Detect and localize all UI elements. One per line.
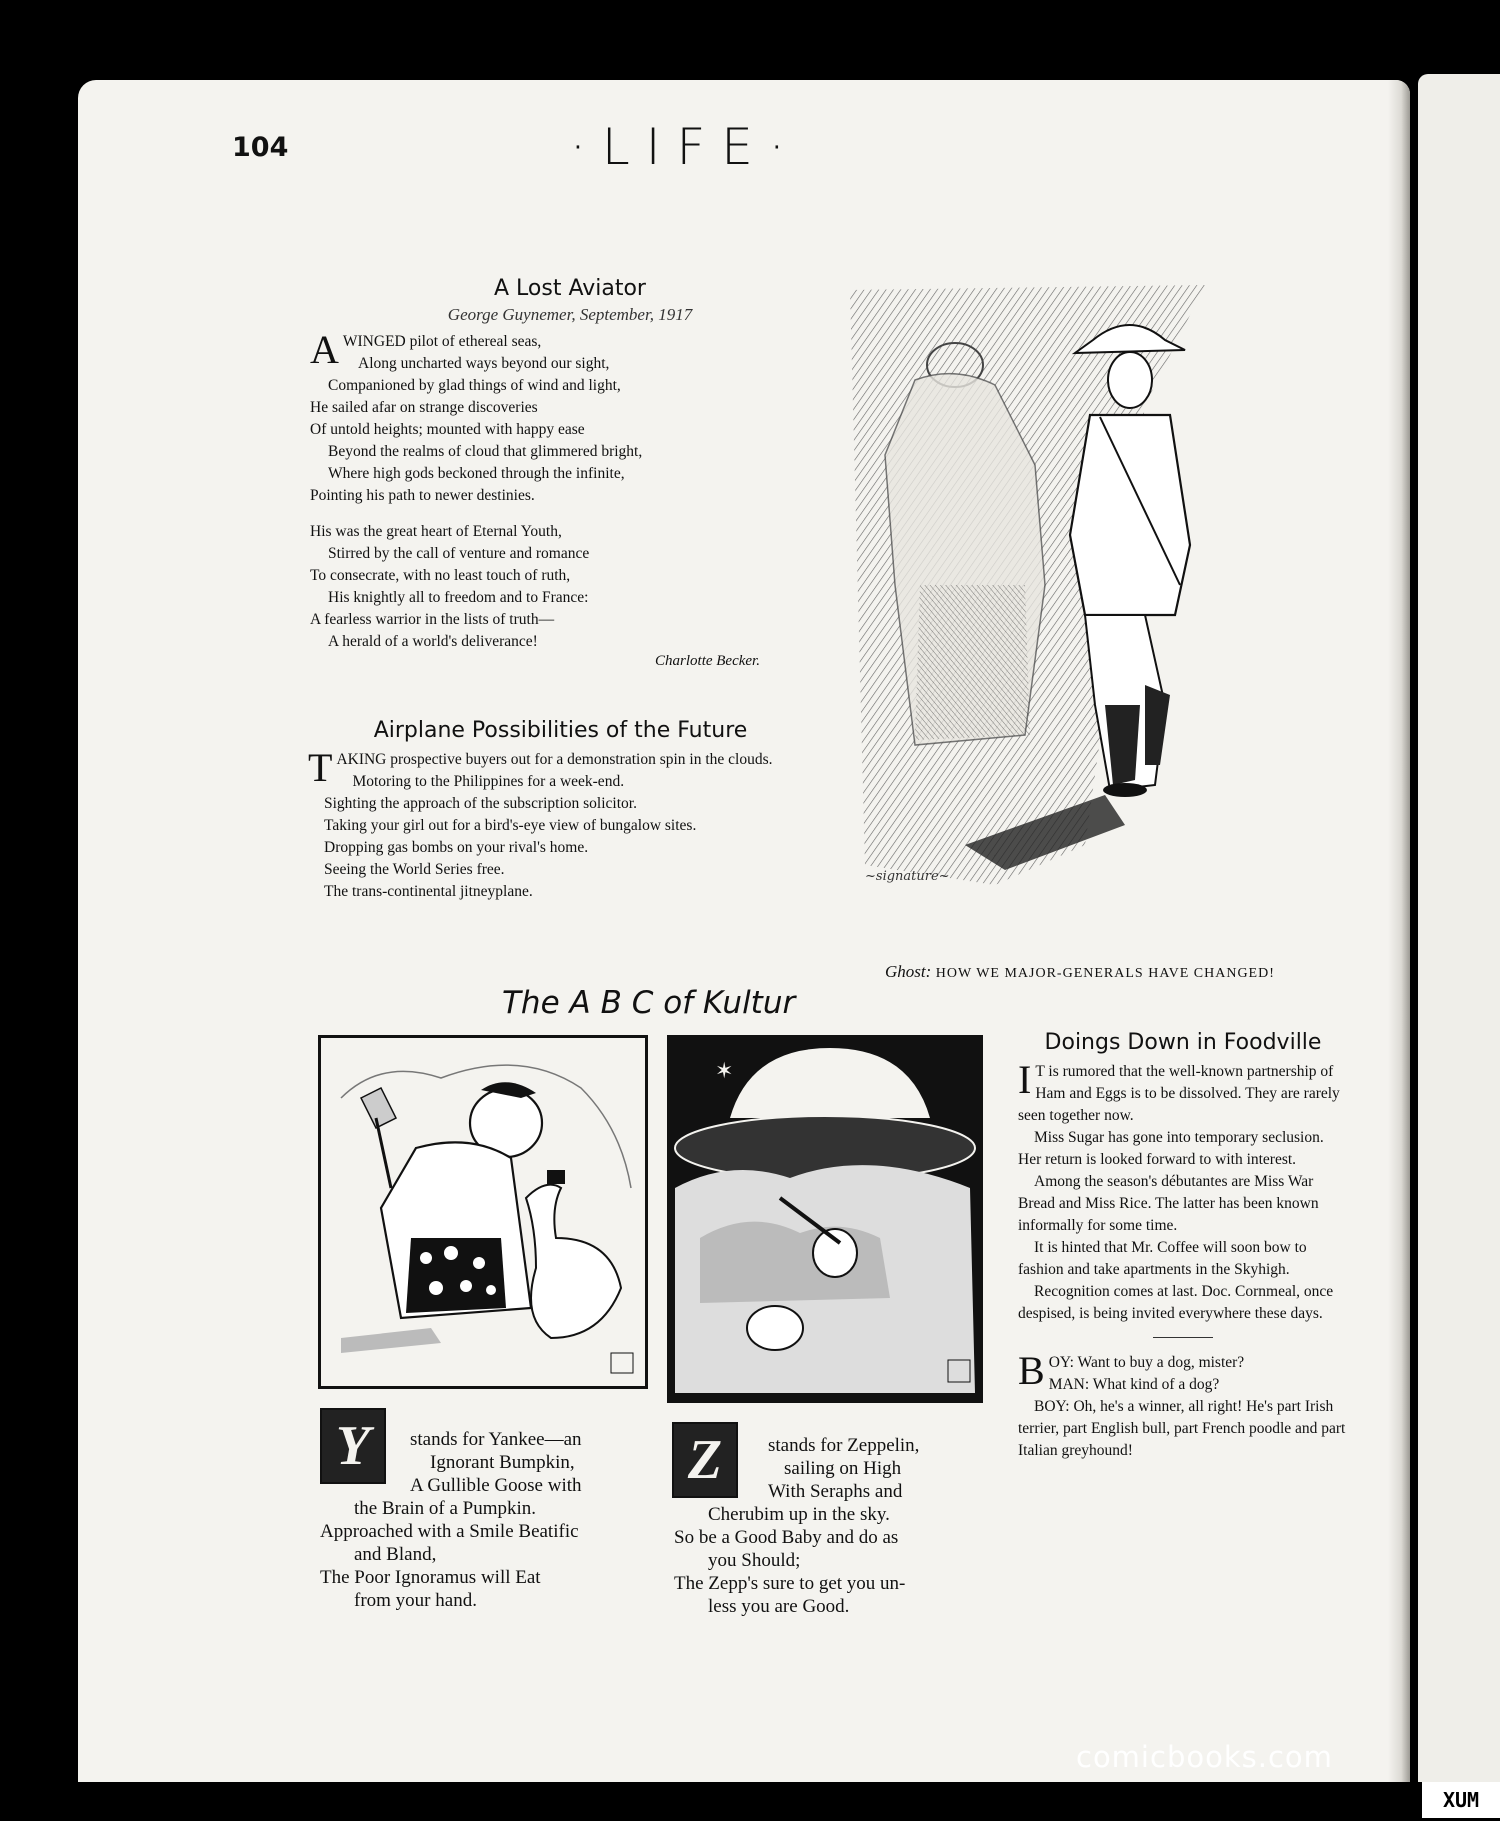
cartoon-caption	[885, 962, 1275, 982]
verse-line: sailing on High	[784, 1458, 902, 1479]
airplane-item: Motoring to the Philippines for a week-end.	[352, 773, 625, 790]
foodville-paragraph: T is rumored that the well-known partnership of Ham and Eggs is to be dissolved. They are rarely seen together now.	[1018, 1063, 1340, 1124]
abc-verse-zeppelin	[672, 1434, 992, 1618]
zeppelin-cartoon-icon	[670, 1038, 980, 1400]
poem-dropcap: A	[310, 327, 339, 372]
abc-title: The A B C of Kultur	[502, 985, 796, 1021]
poem-line: A herald of a world's deliverance!	[328, 633, 538, 650]
verse-line: and Bland,	[354, 1544, 437, 1565]
verse-line: Ignorant Bumpkin,	[430, 1452, 575, 1473]
dog-line-2: MAN: What kind of a dog?	[1048, 1376, 1220, 1393]
abc-verse-yankee	[318, 1428, 648, 1612]
verse-line: The Zepp's sure to get you un-	[674, 1573, 906, 1594]
poem-line: Stirred by the call of venture and romance	[328, 545, 590, 562]
abc-panel-yankee	[318, 1035, 648, 1389]
verse-line: less you are Good.	[708, 1596, 850, 1617]
foodville-paragraph: Among the season's débutantes are Miss War Bread and Miss Rice. The latter has been known informally for some time.	[1018, 1173, 1319, 1234]
foodville-paragraph: Recognition comes at last. Doc. Cornmeal, once despised, is being invited everywhere these days.	[1018, 1283, 1334, 1322]
airplane-dropcap: T	[308, 745, 333, 790]
page-number: 104	[232, 132, 289, 163]
caption-speaker: Ghost:	[885, 962, 932, 981]
poem-line: A fearless warrior in the lists of truth—	[310, 611, 555, 628]
poem-line: Beyond the realms of cloud that glimmered bright,	[328, 443, 643, 460]
airplane-item: The trans-continental jitneyplane.	[324, 883, 533, 900]
poem-line: Along uncharted ways beyond our sight,	[358, 355, 610, 372]
airplane-item: Sighting the approach of the subscription solicitor.	[324, 795, 637, 812]
verse-line: A Gullible Goose with	[410, 1475, 582, 1496]
abc-panel-zeppelin	[667, 1035, 983, 1403]
foodville-dropcap: I	[1018, 1057, 1032, 1102]
verse-line: stands for Zeppelin,	[768, 1435, 920, 1456]
page-spine-shadow	[1388, 80, 1410, 1782]
next-page-edge	[1418, 74, 1500, 1782]
poem-lost-aviator	[310, 276, 830, 670]
section-divider	[1153, 1337, 1213, 1338]
verse-line: you Should;	[708, 1550, 801, 1571]
verse-line: from your hand.	[354, 1590, 477, 1611]
verse-line: the Brain of a Pumpkin.	[354, 1498, 537, 1519]
masthead: ·LIFE·	[570, 118, 801, 176]
airplane-item: Dropping gas bombs on your rival's home.	[324, 839, 589, 856]
dog-line-3: BOY: Oh, he's a winner, all right! He's part Irish terrier, part English bull, part French poodle and part Italian greyhound!	[1018, 1398, 1346, 1459]
poem-line: To consecrate, with no least touch of ruth,	[310, 567, 571, 584]
article-foodville	[1018, 1030, 1348, 1462]
watermark: comicbooks.com	[1076, 1740, 1333, 1774]
abc-letter-y: Y	[320, 1408, 386, 1484]
svg-text:✶: ✶	[715, 1059, 734, 1084]
verse-line: stands for Yankee—an	[410, 1429, 582, 1450]
poem-line: Companioned by glad things of wind and light,	[328, 377, 621, 394]
verse-line: With Seraphs and	[768, 1481, 903, 1502]
poem-line: He sailed afar on strange discoveries	[310, 399, 538, 416]
airplane-item: Seeing the World Series free.	[324, 861, 505, 878]
cartoon-ghost-general	[845, 285, 1210, 950]
verse-line: Cherubim up in the sky.	[708, 1504, 890, 1525]
poem-byline: George Guynemer, September, 1917	[447, 305, 693, 324]
poem-line: Pointing his path to newer destinies.	[310, 487, 535, 504]
verse-line: So be a Good Baby and do as	[674, 1527, 899, 1548]
airplane-title: Airplane Possibilities of the Future	[373, 718, 748, 743]
dog-line-1: OY: Want to buy a dog, mister?	[1048, 1354, 1245, 1371]
dog-dropcap: B	[1018, 1348, 1045, 1393]
article-airplane	[308, 718, 813, 903]
goose-cartoon-icon	[321, 1038, 645, 1386]
source-tag: XUM	[1422, 1782, 1500, 1818]
svg-text:~signature~: ~signature~	[865, 869, 950, 884]
poem-line: Where high gods beckoned through the infinite,	[328, 465, 625, 482]
foodville-paragraph: Miss Sugar has gone into temporary seclusion. Her return is looked forward to with interest.	[1018, 1129, 1324, 1168]
abc-letter-z: Z	[672, 1422, 738, 1498]
poem-title: A Lost Aviator	[494, 276, 646, 301]
poem-line: His was the great heart of Eternal Youth,	[310, 523, 562, 540]
poem-line: WINGED pilot of ethereal seas,	[342, 333, 542, 350]
foodville-title: Doings Down in Foodville	[1044, 1030, 1322, 1055]
caption-text: HOW WE MAJOR-GENERALS HAVE CHANGED!	[935, 966, 1275, 981]
poem-stanza-2	[310, 521, 830, 653]
verse-line: The Poor Ignoramus will Eat	[320, 1567, 541, 1588]
airplane-item: Taking your girl out for a bird's-eye view of bungalow sites.	[324, 817, 697, 834]
poem-stanza-1	[310, 327, 830, 507]
foodville-paragraph: It is hinted that Mr. Coffee will soon bow to fashion and take apartments in the Skyhigh.	[1018, 1239, 1307, 1278]
poem-line: Of untold heights; mounted with happy ease	[310, 421, 585, 438]
poem-author: Charlotte Becker.	[655, 653, 760, 669]
airplane-first: AKING prospective buyers out for a demonstration spin in the clouds.	[336, 751, 773, 768]
cartoon-drawing-icon	[845, 285, 1210, 950]
verse-line: Approached with a Smile Beatific	[320, 1521, 579, 1542]
poem-line: His knightly all to freedom and to France:	[328, 589, 589, 606]
